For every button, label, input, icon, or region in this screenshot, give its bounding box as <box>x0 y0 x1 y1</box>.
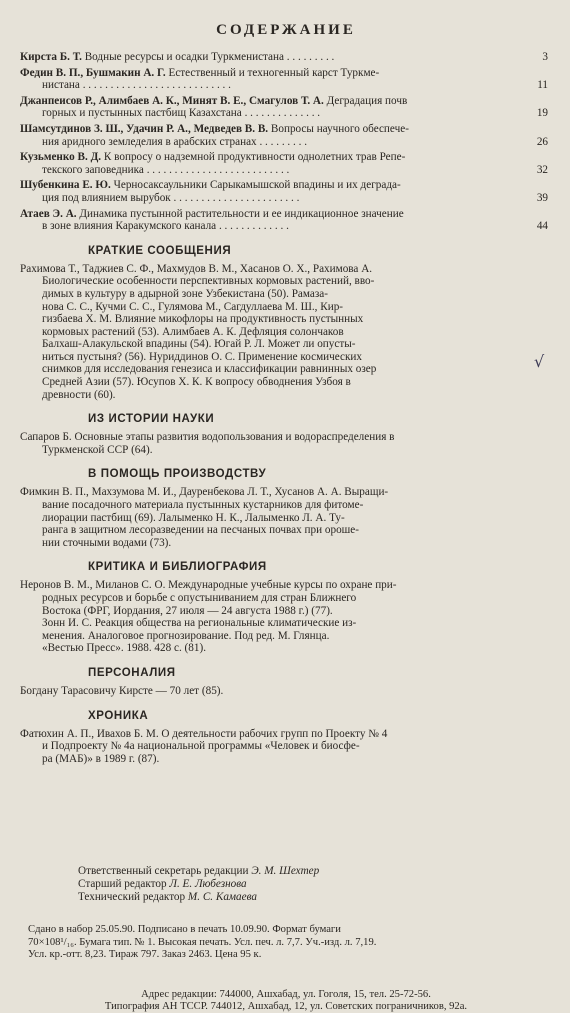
text-line: Зонн И. С. Реакция общества на региональные климатические из- <box>42 617 357 630</box>
chronicle-entries <box>20 728 552 766</box>
toc-entry: Джанпеисов Р., Алимбаев А. К., Минят В. Е., Смагулов Т. А. Деградация почв горных и пустынных пастбищ Казахстана . . . . . . . . . . . . . . 19 <box>20 94 548 120</box>
imprint <box>20 924 552 961</box>
text-line: Неронов В. М., Миланов С. О. Международные учебные курсы по охране при- <box>20 579 397 592</box>
toc-title: Черносаксаульники Сарыкамышской впадины и их деграда- <box>113 179 401 192</box>
text-line: ранга в защитном лесоразведении на песчаных почвах при ороше- <box>42 524 359 537</box>
toc-page-number: 39 <box>536 191 548 204</box>
text-line: димых в культуру в адырной зоне Узбекистана (50). Рамаза- <box>42 287 328 300</box>
staff-line <box>78 865 552 878</box>
toc-entry: Кирста Б. Т. Водные ресурсы и осадки Туркменистана . . . . . . . . . 3 <box>20 51 548 63</box>
toc-page-number: 3 <box>542 51 548 63</box>
imprint-line: 70×108¹/₁₆. Бумага тип. № 1. Высокая печать. Усл. печ. л. 7,7. Уч.-изд. л. 7,19. <box>28 936 377 948</box>
text-line: Сапаров Б. Основные этапы развития водопользования и водораспределения в <box>20 431 395 444</box>
staff-name: Л. Е. Любезнова <box>169 878 247 891</box>
checkmark-icon: √ <box>534 352 545 371</box>
toc-title-cont: нистана <box>42 79 80 92</box>
staff-role: Ответственный секретарь редакции <box>78 865 249 878</box>
toc-title-cont: ния аридного земледелия в арабских странах <box>42 135 257 148</box>
text-line: Балхаш-Алакульской впадины (54). Югай Р. Л. Может ли опусты- <box>42 338 356 351</box>
toc-entry: Шубенкина Е. Ю. Черносаксаульники Сарыкамышской впадины и их деграда- ция под влиянием вырубок . . . . . . . . . . . . . . . . . . . . . . . 39 <box>20 179 548 204</box>
text-line: Фимкин В. П., Махзумова М. И., Дауренбекова Л. Т., Хусанов А. А. Выращи- <box>20 486 389 499</box>
toc-author: Федин В. П., Бушмакин А. Г. <box>20 66 166 79</box>
section-heading-production: В ПОМОЩЬ ПРОИЗВОДСТВУ <box>88 468 267 481</box>
toc-title: Деградация почв <box>326 94 408 107</box>
toc-title-cont: в зоне влияния Каракумского канала <box>42 220 217 233</box>
history-entries <box>20 431 552 456</box>
text-line: гизбаева Х. М. Влияние микофлоры на продуктивность пустынных <box>42 313 364 326</box>
text-line: ра (МАБ)» в 1989 г. (87). <box>42 752 160 765</box>
text-line: вание посадочного материала пустынных кустарников для фитоме- <box>42 499 364 512</box>
toc-author: Кирста Б. Т. <box>20 51 82 63</box>
section-heading-history: ИЗ ИСТОРИИ НАУКИ <box>88 413 215 426</box>
staff-role: Технический редактор <box>78 891 186 904</box>
text-line: ниться пустыня? (56). Нуриддинов О. С. Применение космических <box>42 350 362 363</box>
section-heading-personalia: ПЕРСОНАЛИЯ <box>88 666 176 679</box>
toc-author: Шубенкина Е. Ю. <box>20 179 111 192</box>
text-line: «Вестью Пресс». 1988. 428 с. (81). <box>42 642 206 655</box>
text-line: лиорации пастбищ (69). Лалыменко Н. К., Лалыменко Л. А. Ту- <box>42 511 345 524</box>
toc-list <box>20 51 552 233</box>
toc-title-cont: горных и пустынных пастбищ Казахстана <box>42 107 242 120</box>
staff-name: Э. М. Шехтер <box>251 865 320 878</box>
section-heading-brief: КРАТКИЕ СООБЩЕНИЯ <box>88 244 232 257</box>
production-entries <box>20 486 552 549</box>
toc-author: Кузьменко В. Д. <box>20 151 102 164</box>
staff-line <box>78 878 552 891</box>
text-line: родных ресурсов и борьбе с опустыниванием для стран Ближнего <box>42 592 357 604</box>
toc-title: Динамика пустынной растительности и ее индикационное значение <box>79 207 404 220</box>
text-line: древности (60). <box>42 388 116 401</box>
toc-page-number: 11 <box>537 79 548 92</box>
text-line: и Подпроекту № 4а национальной программы «Человек и биосфе- <box>42 740 360 753</box>
text-line: Рахимова Т., Таджиев С. Ф., Махмудов В. М., Хасанов О. Х., Рахимова А. <box>20 262 373 275</box>
section-heading-chronicle: ХРОНИКА <box>88 709 149 722</box>
imprint-line: Усл. кр.-отт. 8,23. Тираж 797. Заказ 2463. Цена 95 к. <box>28 948 262 960</box>
text-line: Туркменской ССР (64). <box>42 443 153 456</box>
text-line: Богдану Тарасовичу Кирсте — 70 лет (85). <box>20 684 224 697</box>
text-line: Фатюхин А. П., Ивахов Б. М. О деятельности рабочих групп по Проекту № 4 <box>20 727 388 740</box>
text-line: Биологические особенности перспективных кормовых растений, вво- <box>42 275 375 288</box>
publisher-address <box>20 989 552 1013</box>
staff-name: М. С. Камаева <box>187 891 257 904</box>
text-line: Востока (ФРГ, Иордания, 27 июля — 24 августа 1988 г.) (77). <box>42 604 333 617</box>
text-line: Средней Азии (57). Юсупов Х. К. К вопросу обводнения Узбоя в <box>42 376 351 389</box>
staff-line <box>78 891 552 904</box>
toc-entry: Атаев Э. А. Динамика пустынной растительности и ее индикационное значение в зоне влияния Каракумского канала . . . . . . . . . . . . . 44 <box>20 207 548 233</box>
personalia-entry <box>20 685 552 698</box>
critique-entries <box>20 579 552 655</box>
text-line: снимков для исследования генезиса и классификации равнинных озер <box>42 363 377 376</box>
section-heading-critique: КРИТИКА И БИБЛИОГРАФИЯ <box>88 561 267 574</box>
page-title: СОДЕРЖАНИЕ <box>216 22 356 38</box>
toc-title-cont: ция под влиянием вырубок <box>42 191 171 204</box>
editorial-staff <box>78 865 552 904</box>
toc-entry: Федин В. П., Бушмакин А. Г. Естественный и техногенный карст Туркме- нистана . . . . . . . . . . . . . . . . . . . . . . . . . . . 11 <box>20 66 548 92</box>
toc-title-cont: текского заповедника <box>42 163 144 176</box>
toc-title: Естественный и техногенный карст Туркме- <box>168 66 380 79</box>
toc-page-number: 44 <box>536 220 548 233</box>
text-line: нии сточными водами (73). <box>42 536 172 549</box>
toc-title: К вопросу о надземной продуктивности однолетних трав Репе- <box>103 151 406 164</box>
text-line: нова С. С., Кучми С. С., Гулямова М., Сагдуллаева М. Ш., Кир- <box>42 300 344 313</box>
toc-page-number: 32 <box>536 163 548 176</box>
toc-entry: Кузьменко В. Д. К вопросу о надземной продуктивности однолетних трав Репе- текского заповедника . . . . . . . . . . . . . . . . . . . . . . . . . . 32 <box>20 151 548 176</box>
toc-author: Шамсутдинов З. Ш., Удачин Р. А., Медведев В. В. <box>20 122 269 135</box>
toc-author: Атаев Э. А. <box>20 207 77 220</box>
staff-role: Старший редактор <box>78 878 167 891</box>
brief-reports <box>20 263 552 402</box>
imprint-line: Сдано в набор 25.05.90. Подписано в печать 10.09.90. Формат бумаги <box>28 924 341 936</box>
toc-title: Водные ресурсы и осадки Туркменистана <box>84 51 284 63</box>
address-line: Типография АН ТССР. 744012, Ашхабад, 12, ул. Советских пограничников, 92а. <box>104 1001 468 1013</box>
toc-author: Джанпеисов Р., Алимбаев А. К., Минят В. Е., Смагулов Т. А. <box>20 94 324 107</box>
toc-page-number: 19 <box>536 107 548 120</box>
toc-title: Вопросы научного обеспече- <box>270 122 409 135</box>
toc-page-number: 26 <box>536 135 548 148</box>
text-line: кормовых растений (53). Алимбаев А. К. Дефляция солончаков <box>42 325 344 338</box>
text-line: менения. Аналоговое прогнозирование. Под ред. М. Глянца. <box>42 629 330 642</box>
address-line: Адрес редакции: 744000, Ашхабад, ул. Гоголя, 15, тел. 25-72-56. <box>141 988 431 1000</box>
toc-entry: Шамсутдинов З. Ш., Удачин Р. А., Медведев В. В. Вопросы научного обеспече- ния аридного земледелия в арабских странах . . . . . . . . . 26 <box>20 122 548 148</box>
